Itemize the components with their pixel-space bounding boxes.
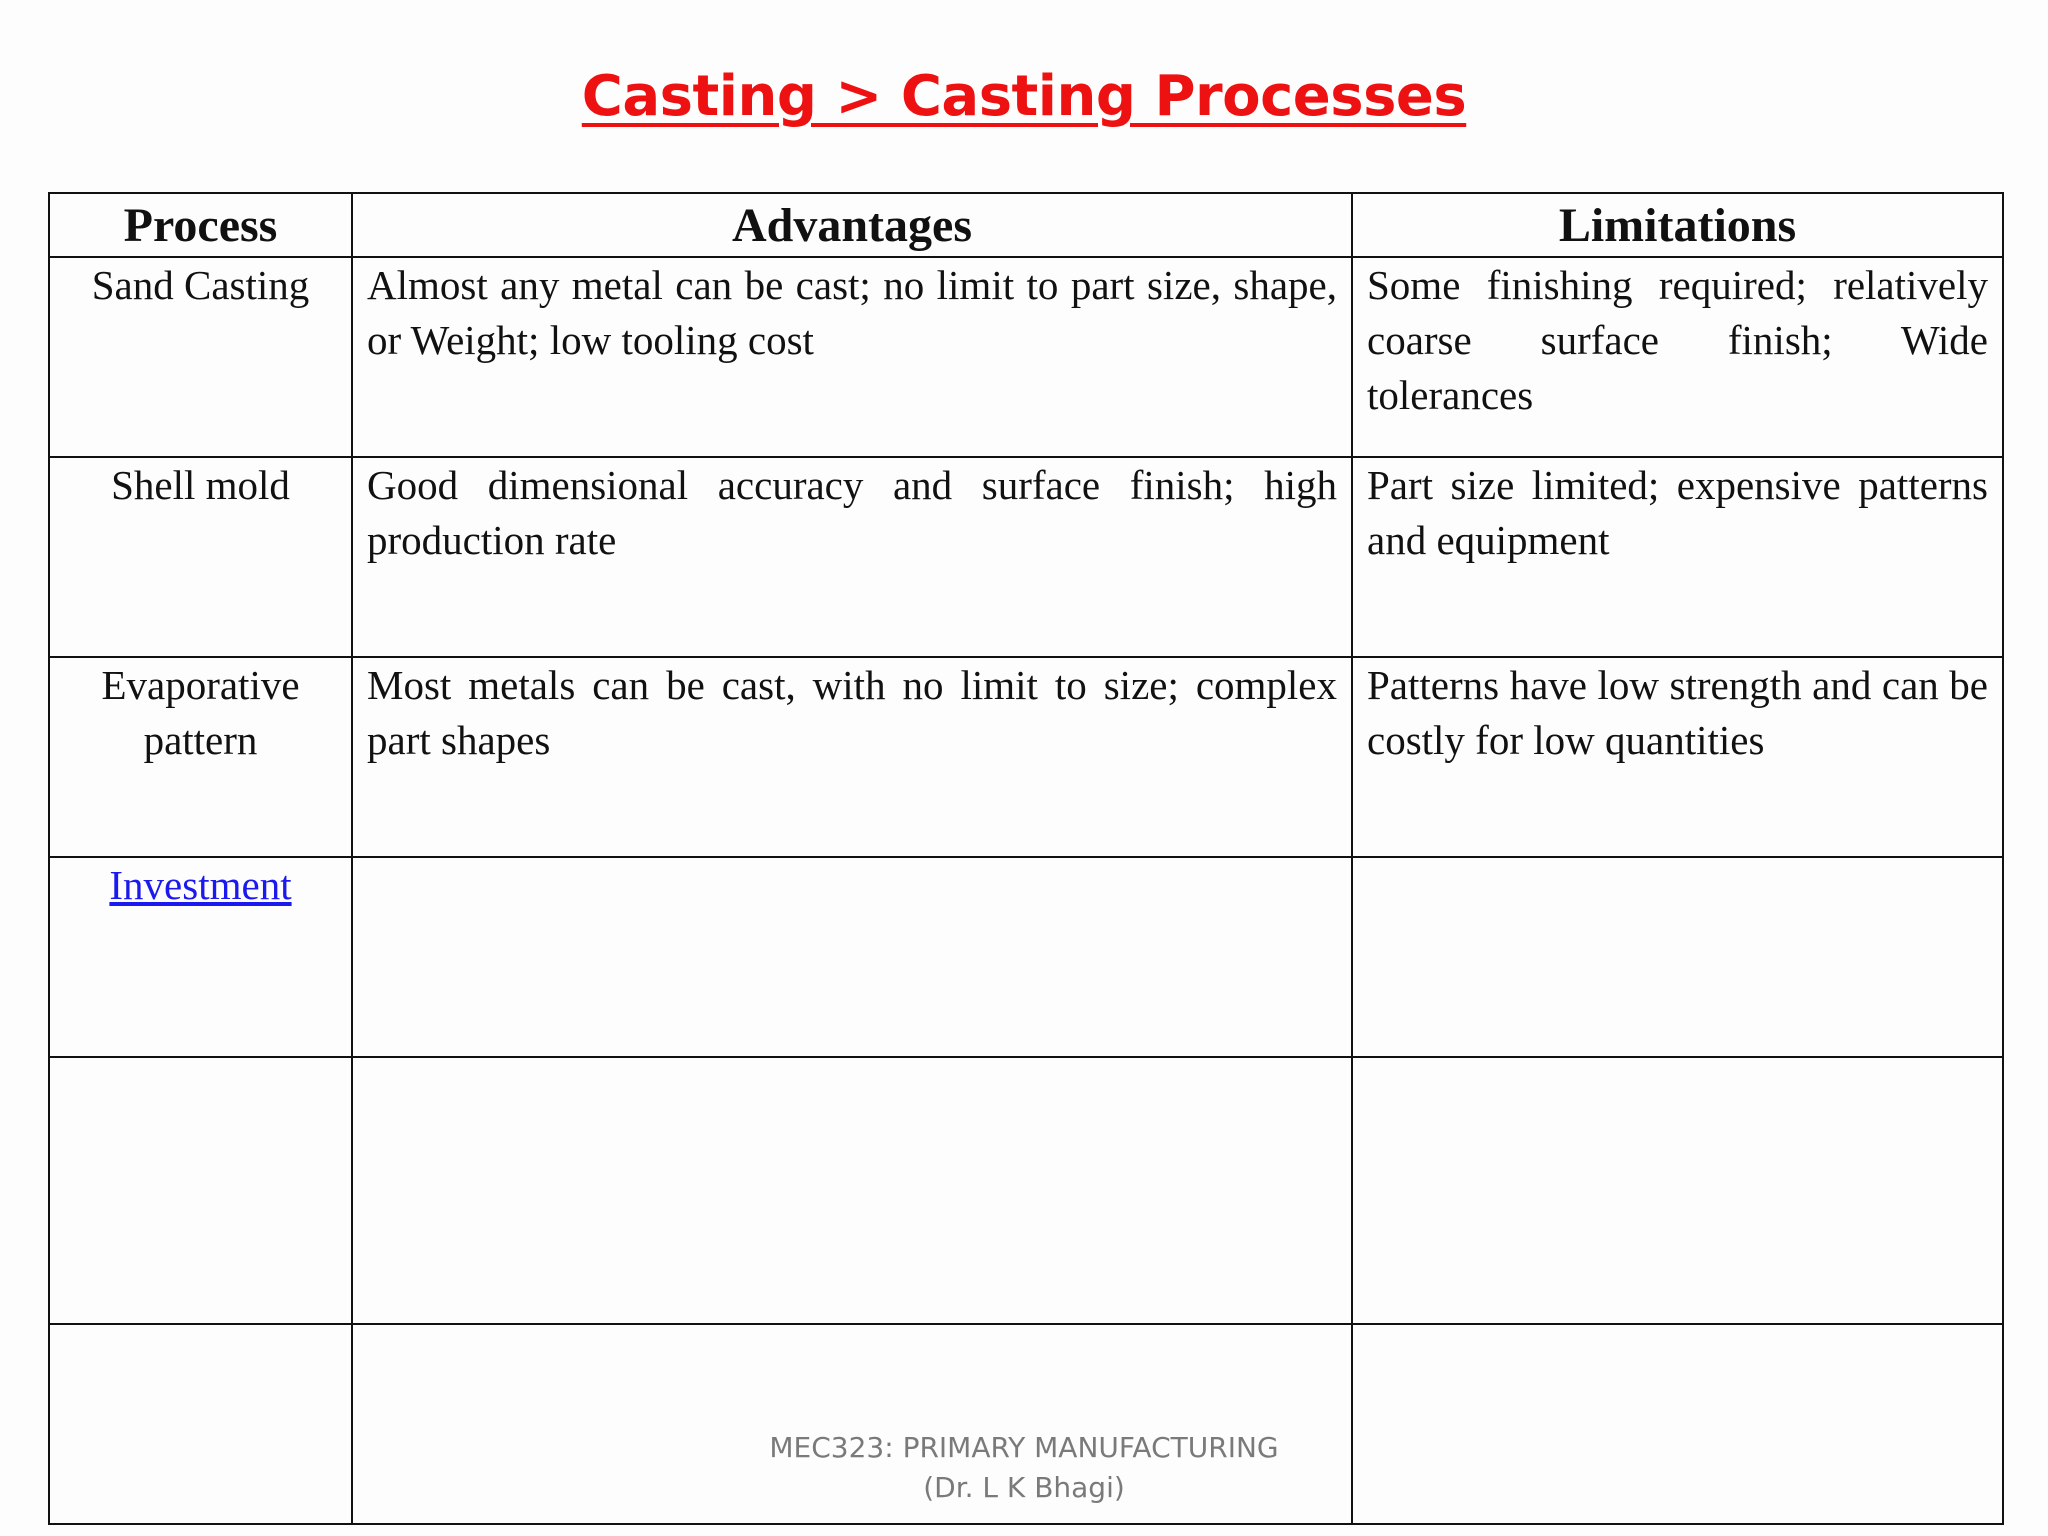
advantages-cell [352,857,1352,1057]
advantages-cell [352,1057,1352,1324]
limitations-cell: Part size limited; expensive patterns and equipment [1352,457,2003,657]
limitations-cell: Patterns have low strength and can be costly for low quantities [1352,657,2003,857]
process-cell [49,1057,352,1324]
header-process: Process [49,193,352,257]
header-advantages: Advantages [352,193,1352,257]
limitations-cell [1352,1057,2003,1324]
process-cell: Shell mold [49,457,352,657]
investment-link[interactable]: Investment [109,862,292,908]
table-row [49,457,2003,657]
limitations-cell [1352,857,2003,1057]
table-row [49,257,2003,457]
table-header-row [49,193,2003,257]
table-row [49,857,2003,1057]
table-row [49,1057,2003,1324]
advantages-cell: Almost any metal can be cast; no limit to part size, shape, or Weight; low tooling cost [352,257,1352,457]
footer-instructor: (Dr. L K Bhagi) [923,1471,1125,1504]
process-cell: Evaporative pattern [49,657,352,857]
table-row [49,657,2003,857]
process-cell: Sand Casting [49,257,352,457]
casting-processes-table [48,192,2004,1525]
footer-course: MEC323: PRIMARY MANUFACTURING [769,1431,1279,1464]
process-cell [49,857,352,1057]
page-title: Casting > Casting Processes [581,64,1467,129]
advantages-cell: Most metals can be cast, with no limit to size; complex part shapes [352,657,1352,857]
limitations-cell: Some finishing required; relatively coarse surface finish; Wide tolerances [1352,257,2003,457]
header-limitations: Limitations [1352,193,2003,257]
advantages-cell: Good dimensional accuracy and surface finish; high production rate [352,457,1352,657]
